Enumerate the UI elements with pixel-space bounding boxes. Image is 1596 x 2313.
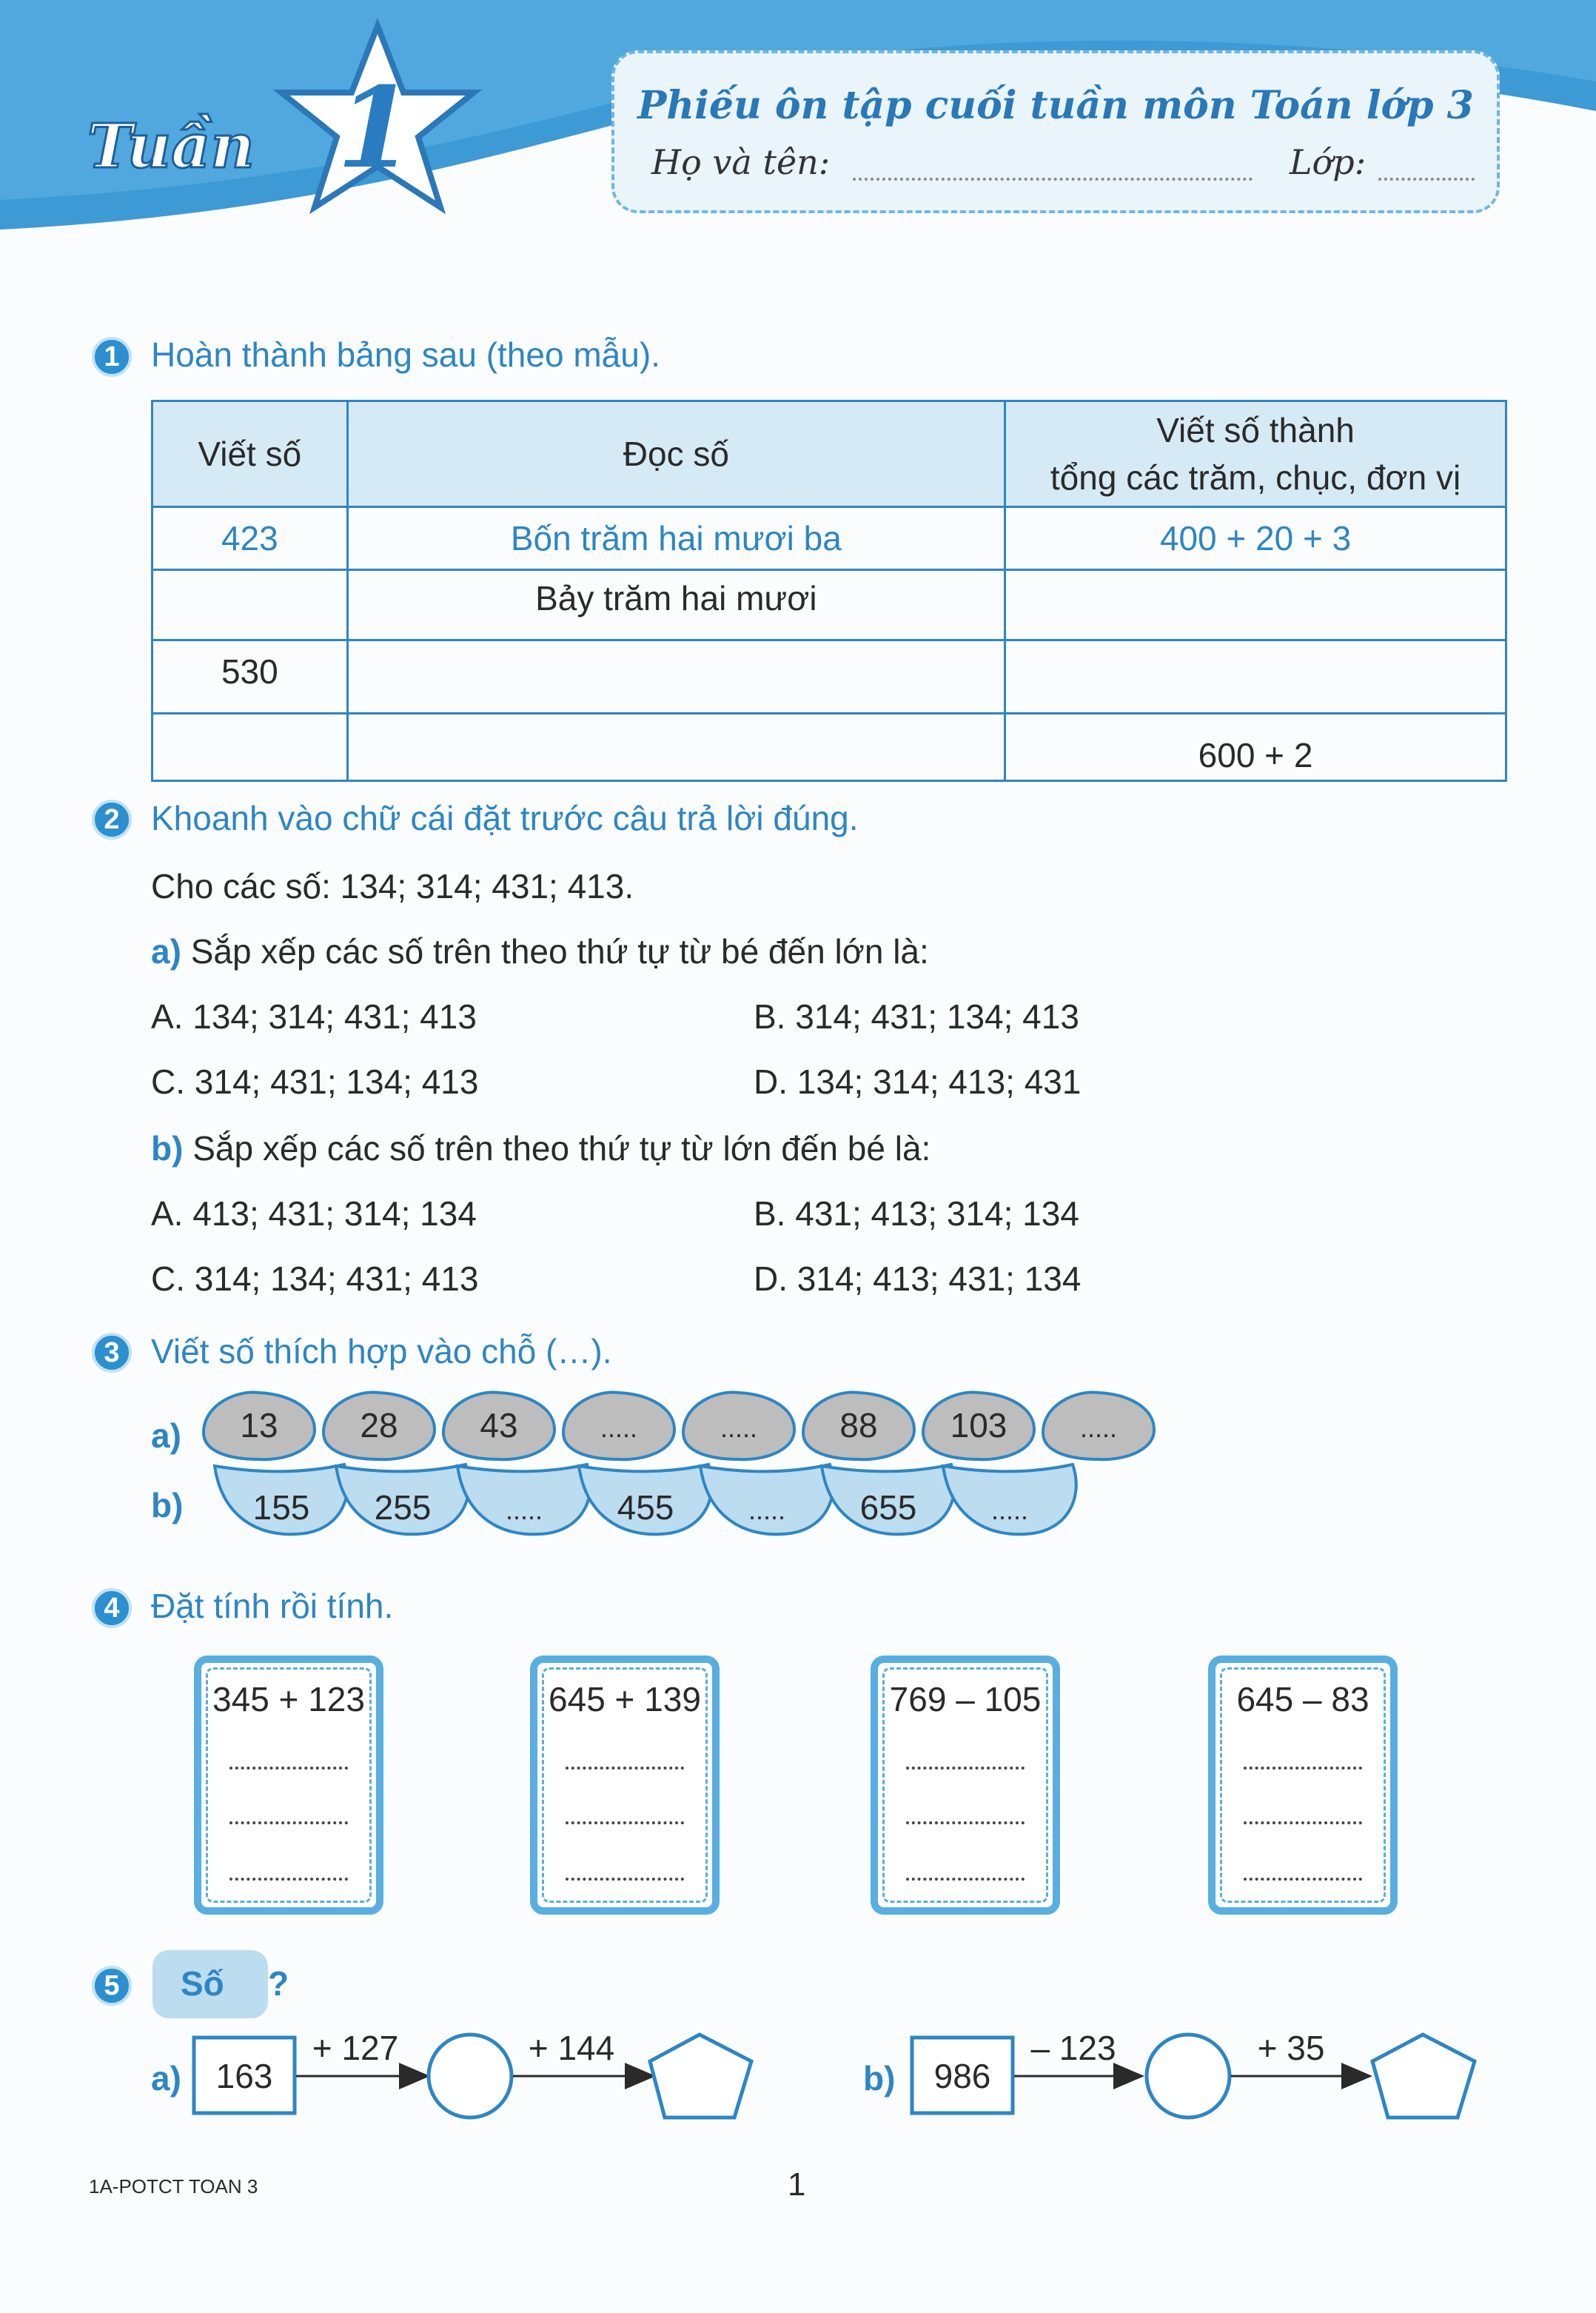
q4-prompt: Đặt tính rồi tính. — [151, 1587, 394, 1625]
page-number: 1 — [788, 2166, 806, 2203]
q3-number: 3 — [92, 1333, 132, 1373]
q5a-start-value: 163 — [215, 2057, 273, 2095]
calc-box-2[interactable] — [530, 1656, 720, 1915]
leaf-item[interactable] — [457, 1465, 591, 1534]
leaf-item — [579, 1465, 712, 1534]
stone-value: 43 — [480, 1406, 518, 1445]
cell-input[interactable] — [1005, 570, 1506, 640]
stone-value: ..... — [1079, 1413, 1118, 1443]
q2a-question: a) Sắp xếp các số trên theo thứ tự từ bé đến lớn là: — [151, 932, 929, 971]
stone-value: 88 — [839, 1406, 878, 1445]
cell: 423 — [152, 507, 348, 570]
stone-item[interactable] — [1043, 1392, 1154, 1459]
q3a-label: a) — [151, 1416, 181, 1455]
stone-item — [323, 1392, 435, 1459]
leaf-value: 455 — [617, 1488, 674, 1527]
stone-value: ..... — [600, 1413, 638, 1443]
cell-input[interactable] — [1005, 640, 1506, 714]
q5b-label: b) — [863, 2059, 896, 2098]
stone-item — [443, 1392, 554, 1459]
q5a-label: a) — [151, 2059, 181, 2098]
q5b-answer-circle[interactable] — [1147, 2035, 1230, 2118]
leaf-value: ..... — [748, 1495, 786, 1525]
cell: 400 + 20 + 3 — [1005, 507, 1506, 570]
q2b-question: b) Sắp xếp các số trên theo thứ tự từ lớn đến bé là: — [151, 1129, 931, 1168]
stone-value: 28 — [360, 1406, 398, 1445]
name-label: Họ và tên: — [651, 142, 831, 182]
leaf-item — [215, 1465, 348, 1534]
q5b-answer-pentagon[interactable] — [1372, 2035, 1475, 2118]
calc-expression: 645 – 83 — [1236, 1680, 1369, 1718]
stone-value: 13 — [240, 1406, 278, 1445]
number-table — [151, 400, 1507, 782]
q5a-answer-pentagon[interactable] — [650, 2035, 751, 2118]
cell-input[interactable] — [152, 714, 348, 781]
leaf-value: ..... — [505, 1495, 543, 1525]
stone-item[interactable] — [563, 1392, 674, 1459]
q2b-option-d[interactable]: D. 314; 413; 431; 134 — [754, 1259, 1082, 1298]
q2a-option-b[interactable]: B. 314; 431; 134; 413 — [754, 997, 1079, 1036]
cell-input[interactable] — [347, 640, 1005, 714]
table-row — [152, 507, 1506, 570]
stone-value: ..... — [720, 1413, 758, 1443]
stone-item — [803, 1392, 914, 1459]
q5-diagram — [185, 2014, 1518, 2132]
table-row — [152, 714, 1506, 781]
worksheet-title: Phiếu ôn tập cuối tuần môn Toán lớp 3 — [637, 83, 1474, 128]
q2a-option-a[interactable]: A. 134; 314; 431; 413 — [151, 997, 477, 1036]
q2-number: 2 — [92, 800, 132, 840]
class-label: Lớp: — [1290, 142, 1367, 182]
q5b-operation-2: + 35 — [1257, 2029, 1325, 2067]
week-word: Tuần — [87, 111, 255, 182]
q3-prompt: Viết số thích hợp vào chỗ (…). — [151, 1332, 612, 1370]
class-field[interactable] — [1378, 178, 1475, 181]
calc-expression: 345 + 123 — [212, 1680, 365, 1718]
q2b-option-a[interactable]: A. 413; 431; 314; 134 — [151, 1194, 477, 1233]
leaf-item — [336, 1465, 469, 1534]
calc-expression: 645 + 139 — [549, 1680, 701, 1718]
q2-given: Cho các số: 134; 314; 431; 413. — [151, 867, 634, 906]
stone-value: 103 — [950, 1406, 1007, 1445]
leaf-value: 155 — [252, 1488, 310, 1527]
calc-expression: 769 – 105 — [889, 1680, 1042, 1718]
calc-box-4[interactable] — [1208, 1656, 1398, 1915]
cell: 530 — [152, 640, 348, 714]
q3b-label: b) — [151, 1486, 184, 1524]
title-box — [611, 50, 1500, 213]
q5a-operation-1: + 127 — [312, 2029, 399, 2067]
q5a-answer-circle[interactable] — [429, 2035, 512, 2118]
stone-item — [204, 1392, 315, 1459]
q2b-option-b[interactable]: B. 431; 413; 314; 134 — [754, 1194, 1079, 1233]
cell-input[interactable] — [347, 714, 1005, 781]
table-row — [152, 640, 1506, 714]
header-read-number: Đọc số — [347, 401, 1005, 507]
q5-number: 5 — [92, 1966, 132, 2006]
q1-number: 1 — [92, 337, 132, 377]
q5b-operation-1: – 123 — [1030, 2029, 1116, 2067]
leaf-value: 655 — [859, 1488, 917, 1527]
q1-prompt: Hoàn thành bảng sau (theo mẫu). — [151, 335, 660, 374]
footer-code: 1A-POTCT TOAN 3 — [89, 2175, 258, 2197]
stone-item — [923, 1392, 1034, 1459]
table-row — [152, 570, 1506, 640]
leaf-item — [822, 1465, 955, 1534]
q5-question-mark: ? — [268, 1964, 289, 2003]
cell: Bảy trăm hai mươi — [347, 570, 1005, 640]
stone-item[interactable] — [683, 1392, 794, 1459]
q3-sequence-figure — [185, 1373, 1266, 1559]
q2b-option-c[interactable]: C. 314; 134; 431; 413 — [151, 1259, 479, 1298]
week-number: 1 — [337, 63, 415, 193]
leaf-item[interactable] — [943, 1465, 1076, 1534]
calc-box-1[interactable] — [194, 1656, 383, 1915]
cell: Bốn trăm hai mươi ba — [347, 507, 1005, 570]
cell-input[interactable] — [152, 570, 348, 640]
q5a-operation-2: + 144 — [528, 2029, 615, 2067]
name-field[interactable] — [853, 178, 1253, 181]
q2a-option-c[interactable]: C. 314; 431; 134; 413 — [151, 1062, 479, 1101]
q5b-start-value: 986 — [933, 2057, 991, 2095]
q2a-option-d[interactable]: D. 134; 314; 413; 431 — [754, 1062, 1082, 1101]
header-write-number: Viết số — [152, 401, 348, 507]
q5-label: Số — [181, 1964, 224, 2003]
q2-prompt: Khoanh vào chữ cái đặt trước câu trả lời đúng. — [151, 799, 859, 837]
leaf-value: 255 — [374, 1488, 432, 1527]
header-expanded-form: Viết số thành tổng các trăm, chục, đơn vị — [1005, 401, 1506, 507]
leaf-item[interactable] — [700, 1465, 834, 1534]
leaf-value: ..... — [990, 1495, 1029, 1525]
calc-box-3[interactable] — [871, 1656, 1060, 1915]
cell: 600 + 2 — [1005, 714, 1506, 781]
q4-number: 4 — [92, 1588, 132, 1628]
